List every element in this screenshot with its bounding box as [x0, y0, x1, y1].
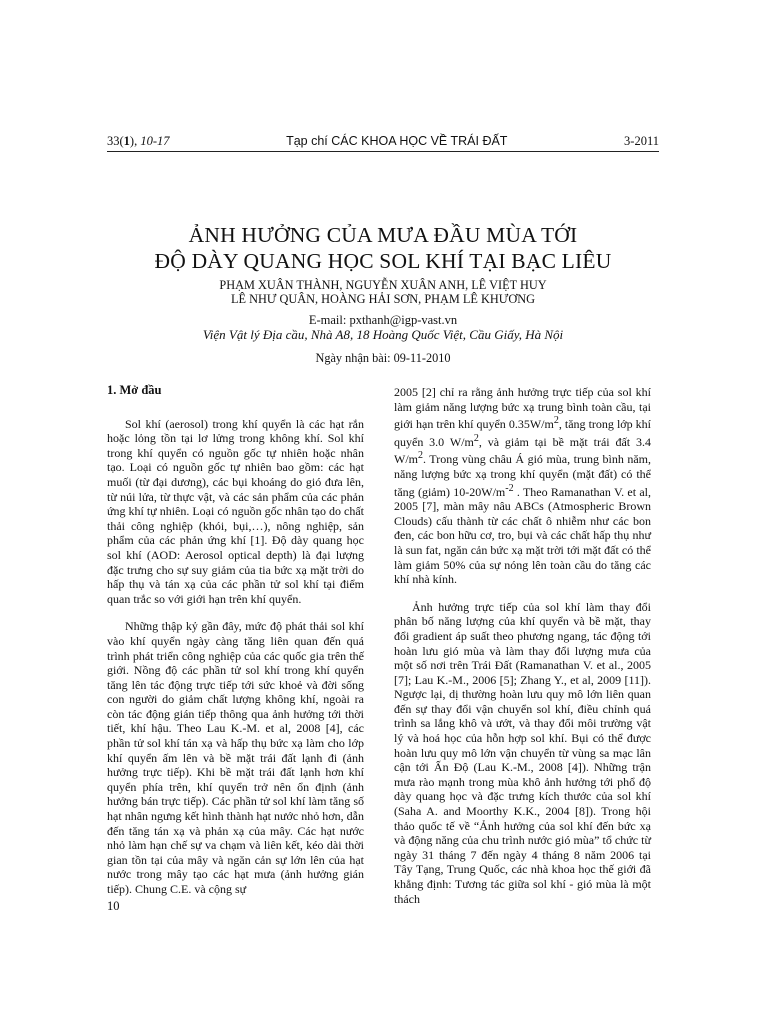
section-heading: 1. Mở đầu — [107, 383, 162, 397]
journal-name: Tạp chí CÁC KHOA HỌC VỀ TRÁI ĐẤT — [286, 134, 508, 148]
running-header — [107, 134, 659, 152]
body-paragraph: Những thập kỷ gần đây, mức độ phát thải sol khí vào khí quyển ngày càng tăng liên quan đến quá trình phát triển công nghiệp của các quốc gia trên thế giới. Nồng độ các phần tử sol khí trong khí quyển tăng lên tác động trực tiếp tới sức khoẻ và đời sống con người do giảm chất lượng không khí, ngoài ra còn tác động gián tiếp thông qua ảnh hưởng tới thời tiết, khí hậu. Theo Lau K.-M. et al, 2008 [4], các phần tử sol khí tán xạ và hấp thụ bức xạ làm cho lớp khí quyển ấm lên và bề mặt trái đất lạnh đi (ảnh hưởng trực tiếp). Khi bề mặt trái đất lạnh hơn khí quyển phía trên, khí quyển trở nên ổn định (ảnh hưởng bán trực tiếp). Các phần tử sol khí làm tăng số hạt nhân ngưng kết hình thành hạt nước nhỏ hơn, dẫn đến tăng tán xạ và phản xạ của mây. Các hạt nước nhỏ làm hạn chế sự va chạm và liên kết, kéo dài thời gian tồn tại của mây và ngăn cản sự lớn lên của hạt nước trong mây tạo các hạt mưa (ảnh hưởng gián tiếp). Chung C.E. và cộng sự — [107, 619, 364, 896]
page-number: 10 — [107, 899, 120, 913]
author-list — [107, 278, 659, 306]
volume-issue-pages: 33(1), 10-17 — [107, 134, 170, 148]
paper-title-line-2: ĐỘ DÀY QUANG HỌC SOL KHÍ TẠI BẠC LIÊU — [154, 249, 612, 273]
title-block — [107, 222, 659, 365]
author-line-2: LÊ NHƯ QUÂN, HOÀNG HẢI SƠN, PHẠM LÊ KHƯƠNG — [231, 292, 535, 306]
right-column — [394, 385, 651, 906]
body-paragraph: 2005 [2] chỉ ra rằng ảnh hưởng trực tiếp của sol khí làm giảm năng lượng bức xạ trung bình toàn cầu, tại giới hạn trên khí quyển $0.35W/m^2$, tăng trong lớp khí quyển 3.0 $W/m^2$, và giảm tại bề mặt trái đất 3.4 $W/m^2$. Trong vùng châu Á gió mùa, trung bình năm, năng lượng bức xạ trong khí quyển (mặt đất) có thể tăng (giảm) $10-20W/m^{-2}$ . Theo Ramanathan V. et al, 2005 [7], màn mây nâu ABCs (Atmospheric Brown Clouds) cấu thành từ các chất ô nhiễm như các bon đen, các bon hữu cơ, tro, bụi và các chất hấp thụ như là sun fat, ngăn cản bức xạ mặt trời tới mặt đất có thể làm giảm 50% của sự nóng lên toàn cầu do tăng các khí nhà kính. — [394, 385, 651, 587]
author-email: E-mail: pxthanh@igp-vast.vn — [308, 313, 458, 327]
issue-date: 3-2011 — [624, 134, 659, 148]
body-paragraph: Sol khí (aerosol) trong khí quyển là các hạt rắn hoặc lỏng tồn tại lơ lửng trong không khí. Sol khí trong khí quyển có nguồn gốc tự nhiên hoặc nhân tạo. Loại có nguồn gốc tự nhiên bao gồm: các hạt muối (từ đại dương), các bụi khoáng do gió đưa lên, từ núi lửa, từ thực vật, và các sản phẩm của các phản ứng khí tự nhiên. Loại có nguồn gốc nhân tạo do chất thải công nghiệp (khói, bụi,…), nông nghiệp, sản phẩm của các phản ứng khí [1]. Độ dày quang học sol khí (AOD: Aerosol optical depth) là đại lượng đặc trưng cho sự suy giảm của tia bức xạ mặt trời do hấp thụ và tán xạ của các phần tử sol khí tại điểm quan trắc so với giới hạn trên khí quyển. — [107, 416, 364, 606]
left-column — [107, 383, 364, 897]
affiliation: Viện Vật lý Địa cầu, Nhà A8, 18 Hoàng Quốc Việt, Cầu Giấy, Hà Nội — [202, 327, 564, 342]
body-paragraph: Ảnh hưởng trực tiếp của sol khí làm thay đổi phân bố năng lượng của khí quyển và bề mặt, thay đổi gradient áp suất theo phương ngang, tác động tới hoàn lưu gió mùa và làm thay đổi lượng mưa của một số nơi trên Trái Đất (Ramanathan V. et al., 2005 [7]; Lau K.-M., 2006 [5]; Zhang Y., et al, 2009 [11]). Ngược lại, dị thường hoàn lưu quy mô lớn liên quan đến sự thay đổi vận chuyển sol khí, điều chỉnh quá trình sa lắng khô và ướt, và thay đổi môi trường vật lý và hoá học của hỗn hợp sol khí. Bụi có thể được hoàn lưu quy mô lớn vận chuyển từ vùng sa mạc lân cận tới Ấn Độ (Lau K.-M., 2008 [4]). Những trận mưa rào mạnh trong mùa khô ảnh hưởng tới phổ độ dày quang học và đặc trưng kích thước của sol khí (Saha A. and Moorthy K.K., 2004 [8]). Trong hội thảo quốc tế về “Ảnh hưởng của sol khí đến bức xạ và động năng của chu trình nước gió mùa” tổ chức từ ngày 31 tháng 7 đến ngày 4 tháng 8 năm 2006 tại Tây Tạng, Trung Quốc, các nhà khoa học thế giới đã khẳng định: Tương tác giữa sol khí - gió mùa là một thách — [394, 599, 651, 906]
author-line-1: PHẠM XUÂN THÀNH, NGUYỄN XUÂN ANH, LÊ VIỆT HUY — [219, 278, 547, 292]
paper-title-line-1: ẢNH HƯỞNG CỦA MƯA ĐẦU MÙA TỚI — [188, 223, 578, 247]
received-date: Ngày nhận bài: 09-11-2010 — [315, 351, 451, 365]
